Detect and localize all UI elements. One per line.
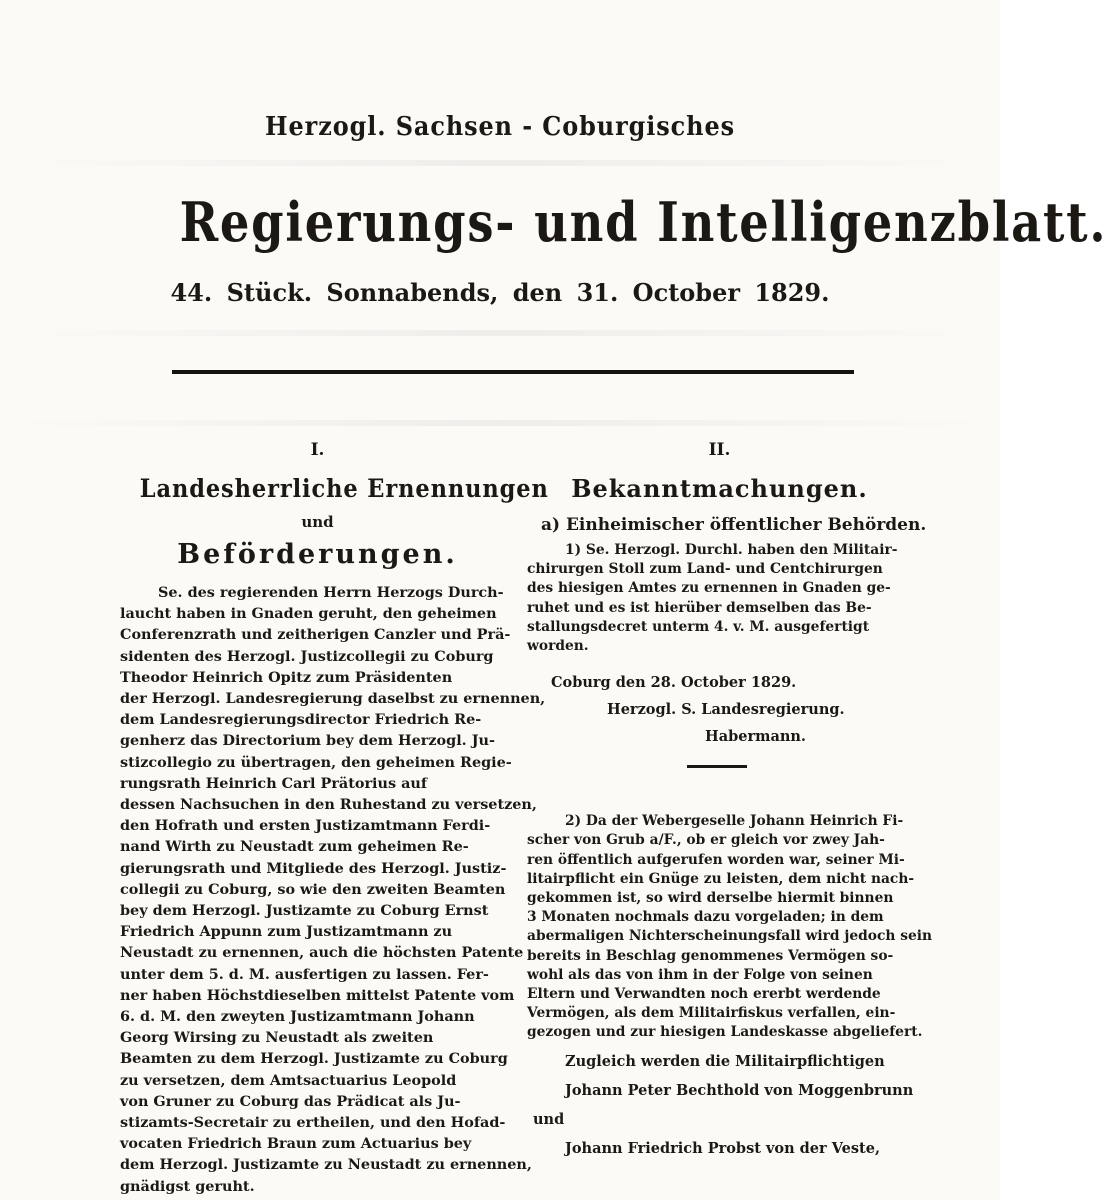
section-heading-continued: Beförderungen.: [177, 539, 458, 570]
issue-line: 44. Stück. Sonnabends, den 31. October 1829.: [170, 278, 830, 307]
section-heading-conjunction: und: [301, 513, 334, 531]
text-line: stallungsdecret unterm 4. v. M. ausgefertigt: [527, 618, 870, 635]
left-column: [120, 440, 549, 1197]
text-line: Beamten zu dem Herzogl. Justizamte zu Coburg: [120, 1050, 508, 1068]
names-intro: Zugleich werden die Militairpflichtigen: [565, 1052, 885, 1070]
section-number: I.: [310, 440, 325, 460]
text-line: ren öffentlich aufgerufen worden war, seiner Mi-: [527, 851, 905, 868]
text-line: ner haben Höchstdieselben mittelst Patente vom: [120, 986, 515, 1004]
text-line: unter dem 5. d. M. ausfertigen zu lassen. Fer-: [120, 965, 489, 983]
text-line: 1) Se. Herzogl. Durchl. haben den Militair-: [565, 542, 898, 558]
section-number: II.: [708, 440, 731, 460]
text-line: rungsrath Heinrich Carl Prätorius auf: [120, 774, 428, 792]
text-line: worden.: [527, 638, 589, 655]
section-heading: Bekanntmachungen.: [571, 474, 868, 503]
text-line: Conferenzrath und zeitherigen Canzler und Prä-: [120, 626, 511, 644]
text-line: Neustadt zu ernennen, auch die höchsten Patente: [120, 944, 524, 962]
text-line: litairpflicht ein Gnüge zu leisten, dem nicht nach-: [527, 870, 915, 887]
text-line: Theodor Heinrich Opitz zum Präsidenten: [120, 668, 453, 686]
bleed-through-artifact: [0, 160, 1000, 166]
text-line: vocaten Friedrich Braun zum Actuarius bey: [120, 1135, 472, 1153]
masthead-rule: [172, 370, 854, 374]
text-line: genherz das Directorium bey dem Herzogl. Ju-: [120, 732, 495, 750]
text-line: Eltern und Verwandten noch ererbt werdende: [527, 986, 881, 1003]
text-line: laucht haben in Gnaden geruht, den geheimen: [120, 605, 497, 623]
text-line: Georg Wirsing zu Neustadt als zweiten: [120, 1029, 434, 1047]
text-line: 3 Monaten nochmals dazu vorgeladen; in dem: [527, 909, 884, 926]
text-line: sidenten des Herzogl. Justizcollegii zu Coburg: [120, 647, 494, 665]
names-conjunction: und: [533, 1110, 565, 1128]
text-line: gierungsrath und Mitgliede des Herzogl. Justiz-: [120, 859, 507, 877]
text-line: von Gruner zu Coburg das Prädicat als Ju-: [120, 1092, 461, 1110]
text-line: abermaligen Nichterscheinungsfall wird jedoch sein: [527, 928, 933, 945]
text-line: dem Landesregierungsdirector Friedrich Re-: [120, 711, 482, 729]
text-line: stizamts-Secretair zu ertheilen, und den Hofad-: [120, 1114, 506, 1132]
subsection-heading: a) Einheimischer öffentlicher Behörden.: [541, 515, 927, 535]
masthead-title: Regierungs- und Intelligenzblatt.: [179, 190, 1107, 254]
bleed-through-artifact: [0, 420, 1000, 426]
conscript-name: Johann Friedrich Probst von der Veste,: [565, 1139, 880, 1157]
text-line: collegii zu Coburg, so wie den zweiten Beamten: [120, 880, 506, 898]
right-column: [527, 440, 933, 1169]
conscript-names: [527, 1053, 912, 1157]
text-line: stizcollegio zu übertragen, den geheimen Regie-: [120, 753, 512, 771]
text-line: scher von Grub a/F., ob er gleich vor zwey Jah-: [527, 832, 885, 849]
text-line: dem Herzogl. Justizamte zu Neustadt zu ernennen,: [120, 1156, 532, 1174]
text-line: gekommen ist, so wird derselbe hiermit binnen: [527, 890, 894, 907]
text-line: 6. d. M. den zweyten Justizamtmann Johann: [120, 1008, 475, 1026]
text-line: Se. des regierenden Herrn Herzogs Durch-: [158, 584, 504, 601]
dateline: Coburg den 28. October 1829.: [551, 674, 797, 692]
text-line: dessen Nachsuchen in den Ruhestand zu versetzen,: [120, 796, 537, 814]
issuing-authority: Herzogl. S. Landesregierung.: [607, 701, 845, 719]
text-line: 2) Da der Webergeselle Johann Heinrich Fi-: [565, 813, 904, 830]
notice-1: [527, 541, 912, 656]
masthead-subtitle: Herzogl. Sachsen - Coburgisches: [265, 112, 735, 142]
section-heading: Landesherrliche Ernennungen: [139, 474, 549, 503]
text-line: nand Wirth zu Neustadt zum geheimen Re-: [120, 838, 469, 856]
signatory: Habermann.: [705, 728, 806, 746]
text-line: der Herzogl. Landesregierung daselbst zu ernennen,: [120, 690, 546, 708]
bleed-through-artifact: [0, 330, 1000, 336]
text-line: des hiesigen Amtes zu ernennen in Gnaden ge-: [527, 580, 891, 597]
appointments-text: [120, 582, 546, 1197]
text-line: den Hofrath und ersten Justizamtmann Ferdi-: [120, 817, 491, 835]
text-line: zu versetzen, dem Amtsactuarius Leopold: [120, 1071, 457, 1089]
section-divider: [687, 765, 747, 768]
text-line: ruhet und es ist hierüber demselben das Be-: [527, 599, 872, 616]
text-line: bereits in Beschlag genommenes Vermögen so-: [527, 947, 894, 964]
notice-2: [527, 812, 933, 1042]
text-line: gnädigst geruht.: [120, 1177, 255, 1195]
text-line: gezogen und zur hiesigen Landeskasse abgeliefert.: [527, 1024, 923, 1041]
conscript-name: Johann Peter Bechthold von Moggenbrunn: [565, 1081, 914, 1099]
text-line: Vermögen, als dem Militairfiskus verfallen, ein-: [527, 1005, 896, 1022]
text-line: bey dem Herzogl. Justizamte zu Coburg Ernst: [120, 902, 489, 920]
text-line: Friedrich Appunn zum Justizamtmann zu: [120, 923, 453, 941]
text-line: chirurgen Stoll zum Land- und Centchirurgen: [527, 561, 883, 578]
text-line: wohl als das von ihm in der Folge von seinen: [527, 966, 873, 983]
